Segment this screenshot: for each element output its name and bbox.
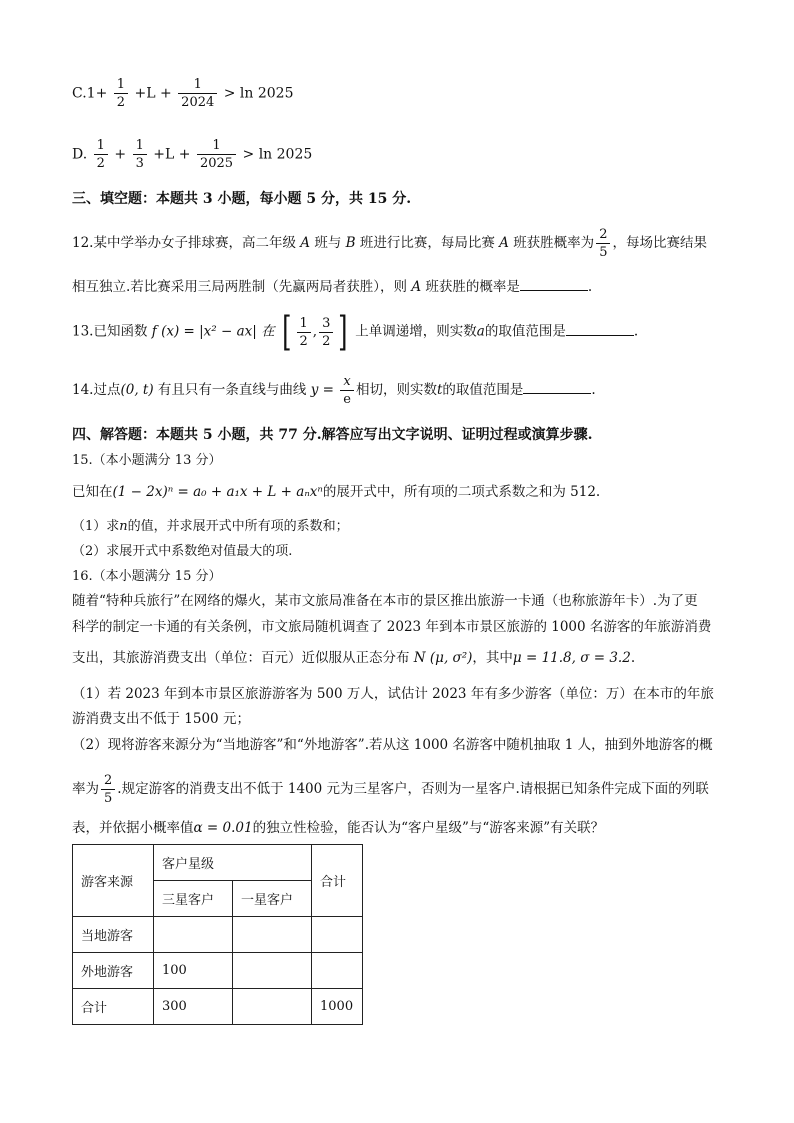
option-c-label: C. [72, 85, 87, 102]
question-15-title: 15.（本小题满分 13 分） [72, 453, 222, 468]
question-14: 14.过点(0, t) 有且只有一条直线与曲线 y = $\frac{x}{e}$ 相切，则实数t的取值范围是 . [72, 374, 596, 407]
question-12-line-2: 相互独立.若比赛采用三局两胜制（先赢两局者获胜），则 A 班获胜的概率是 . [72, 279, 593, 295]
table-row [73, 917, 363, 953]
table-cell[interactable] [154, 917, 233, 953]
question-15-part-2: （2）求展开式中系数绝对值最大的项. [72, 544, 293, 559]
question-16-part-2-line-2: 率为 $\frac{2}{5}$ .规定游客的消费支出不低于 1400 元为三星客户，否则为一星客户.请根据已知条件完成下面的列联 [72, 773, 709, 806]
fraction: $\frac{1}{2024}$ [178, 76, 217, 111]
bracket-right-icon: ] [338, 309, 348, 355]
table-cell[interactable] [312, 953, 363, 989]
table-cell[interactable]: 300 [154, 989, 233, 1025]
question-15-intro: 已知在(1 − 2x)ⁿ = a₀ + a₁x + L + aₙxⁿ的展开式中，所有项的二项式系数之和为 512. [72, 484, 601, 500]
question-15-part-1: （1）求n的值，并求展开式中所有项的系数和； [72, 519, 349, 534]
table-row [73, 953, 363, 989]
fraction: $\frac{1}{2}$ [297, 315, 311, 350]
table-cell[interactable] [312, 917, 363, 953]
fraction: $\frac{x}{e}$ [340, 373, 354, 408]
fraction: $\frac{1}{3}$ [133, 137, 147, 172]
table-cell[interactable] [233, 917, 312, 953]
table-header-three-star: 三星客户 [154, 881, 233, 917]
math-expression: f (x) = |x² − ax| 在 [151, 323, 275, 340]
contingency-table [72, 844, 363, 1025]
fraction: $\frac{2}{5}$ [596, 226, 610, 261]
answer-blank[interactable] [523, 381, 591, 394]
table-header-source: 游客来源 [73, 845, 154, 917]
bracket-left-icon: [ [282, 309, 292, 355]
question-16-title: 16.（本小题满分 15 分） [72, 569, 222, 584]
table-cell[interactable]: 100 [154, 953, 233, 989]
option-c: C.1+ $\frac{1}{2}$ +L + $\frac{1}{2024}$ > ln 2025 [72, 77, 294, 110]
answer-blank[interactable] [520, 278, 588, 291]
question-13: 13.已知函数 f (x) = |x² − ax| 在 [ $\frac{1}{2}$ , $\frac{3}{2}$ ] 上单调递增，则实数a的取值范围是 . [72, 309, 639, 355]
math-expression: (1 − 2x)ⁿ = a₀ + a₁x + L + aₙxⁿ [112, 484, 323, 500]
math-expression: N (μ, σ²) [413, 650, 473, 666]
fraction: $\frac{1}{2025}$ [197, 137, 236, 172]
table-row [73, 989, 363, 1025]
fraction: $\frac{2}{5}$ [101, 772, 115, 807]
fraction: $\frac{1}{2}$ [94, 137, 108, 172]
table-cell: 外地游客 [73, 953, 154, 989]
math-expression: α = 0.01 [193, 820, 253, 836]
table-header-total: 合计 [312, 845, 363, 917]
table-cell[interactable]: 1000 [312, 989, 363, 1025]
question-16-paragraph-3: 支出，其旅游消费支出（单位：百元）近似服从正态分布 N (μ, σ²)，其中μ = 11.8, σ = 3.2. [72, 650, 636, 666]
question-16-paragraph-1: 随着“特种兵旅行”在网络的爆火，某市文旅局准备在本市的景区推出旅游一卡通（也称旅游年卡）.为了更 [72, 593, 698, 609]
question-16-part-2-line-1: （2）现将游客来源分为“当地游客”和“外地游客”.若从这 1000 名游客中随机抽取 1 人，抽到外地游客的概 [72, 737, 713, 753]
option-d: D. $\frac{1}{2}$ + $\frac{1}{3}$ +L + $\frac{1}{2025}$ > ln 2025 [72, 138, 313, 171]
table-header-one-star: 一星客户 [233, 881, 312, 917]
option-d-label: D. [72, 146, 88, 163]
question-16-part-2-line-3: 表，并依据小概率值α = 0.01的独立性检验，能否认为“客户星级”与“游客来源”有关联？ [72, 820, 605, 836]
table-header-level: 客户星级 [154, 845, 312, 881]
section-heading-fill-in: 三、填空题：本题共 3 小题，每小题 5 分，共 15 分. [72, 191, 412, 207]
table-cell[interactable] [233, 953, 312, 989]
question-16-part-1-line-2: 游消费支出不低于 1500 元； [72, 711, 250, 727]
fraction: $\frac{3}{2}$ [319, 315, 333, 350]
question-16-part-1-line-1: （1）若 2023 年到本市景区旅游游客为 500 万人，试估计 2023 年有多少游客（单位：万）在本市的年旅 [72, 686, 714, 702]
fraction: $\frac{1}{2}$ [114, 76, 128, 111]
table-cell[interactable] [233, 989, 312, 1025]
option-c-lead: 1+ [86, 85, 108, 102]
answer-blank[interactable] [566, 323, 634, 336]
math-expression: μ = 11.8, σ = 3.2 [512, 650, 631, 666]
section-heading-solutions: 四、解答题：本题共 5 小题，共 77 分.解答应写出文字说明、证明过程或演算步骤. [72, 427, 593, 443]
question-16-paragraph-2: 科学的制定一卡通的有关条例，市文旅局随机调查了 2023 年到本市景区旅游的 1000 名游客的年旅游消费 [72, 619, 712, 635]
table-cell: 合计 [73, 989, 154, 1025]
question-12-line-1: 12.某中学举办女子排球赛，高二年级 A 班与 B 班进行比赛，每局比赛 A 班获胜概率为 $\frac{2}{5}$ ，每场比赛结果 [72, 227, 707, 260]
table-cell: 当地游客 [73, 917, 154, 953]
